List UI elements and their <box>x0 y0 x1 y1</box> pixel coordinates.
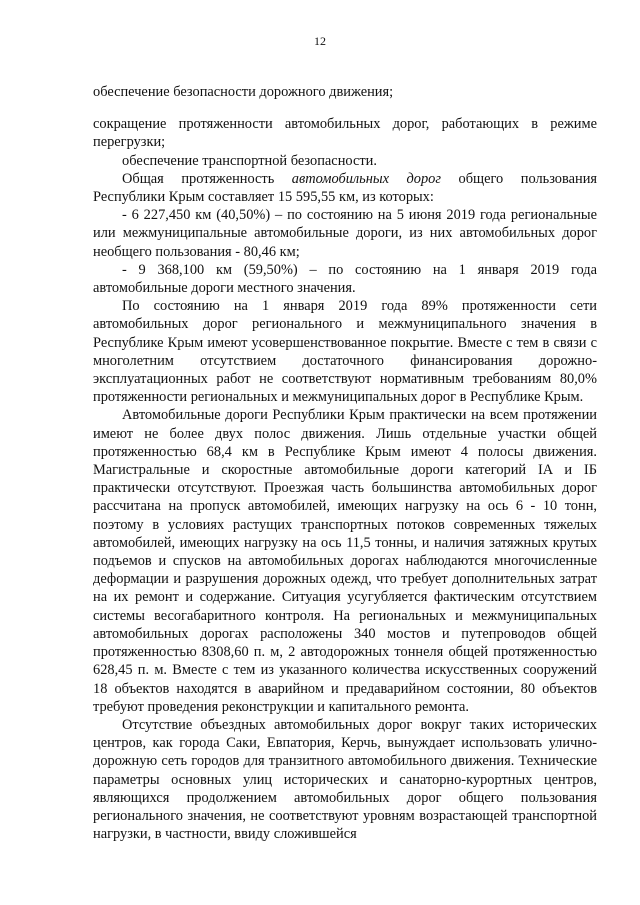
page-number: 12 <box>314 34 326 48</box>
list-item-reduce-overloaded-roads: сокращение протяженности автомобильных дорог, работающих в режиме перегрузки; <box>93 116 597 151</box>
list-item-local-roads: - 9 368,100 км (59,50%) – по состоянию на 1 января 2019 года автомобильные дороги местного значения. <box>93 261 597 297</box>
list-item-road-safety: обеспечение безопасности дорожного движения; <box>93 84 394 100</box>
total-length-text-end: общего пользования Республики Крым составляет 15 595,55 км, из которых: <box>93 170 598 206</box>
emphasis-roads: автомобильных дорог <box>291 170 441 187</box>
total-length-text-start: Общая протяженность <box>122 170 292 187</box>
list-item-regional-roads: - 6 227,450 км (40,50%) – по состоянию на 5 июня 2019 года региональные или межмуниципальные автомобильные дороги, из них автомобильных дорог необщего пользования - 80,46 км; <box>93 207 597 260</box>
paragraph-road-coverage: По состоянию на 1 января 2019 года 89% протяженности сети автомобильных дорог регионального и межмуниципального значения в Республике Крым имеют усовершенствованное покрытие. Вместе с тем в связи с многолетним отсутствием достаточного финансирования дорожно-эксплуатационных работ не соответствуют нормативным требованиям 80,0% протяженности региональных и межмуниципальных дорог в Республике Крым. <box>93 298 597 406</box>
paragraph-total-length <box>93 170 597 206</box>
paragraph-bypass-roads: Отсутствие объездных автомобильных дорог вокруг таких исторических центров, как города Саки, Евпатория, Керчь, вынуждает использовать улично-дорожную сеть городов для транзитного автомобильного движения. Технические параметры основных улиц исторических и санаторно-курортных центров, являющихся продолжением автомобильных дорог общего пользования регионального значения, не соответствуют уровням возрастающей транспортной нагрузки, в частности, ввиду сложившейся <box>93 716 597 843</box>
list-item-transport-security: обеспечение транспортной безопасности. <box>122 152 377 169</box>
paragraph-road-lanes: Автомобильные дороги Республики Крым практически на всем протяжении имеют не более двух полос движения. Лишь отдельные участки общей протяженностью 68,4 км в Республике Крым имеют 4 полосы движения. Магистральные и скоростные автомобильные дороги категорий IA и IБ практически отсутствуют. Проезжая часть большинства автомобильных дорог рассчитана на пропуск автомобилей, имеющих нагрузку на ось 6 - 10 тонн, поэтому в условиях растущих транспортных потоков современных тяжелых автомобилей, имеющих нагрузку на ось 11,5 тонны, и наличия затяжных крутых подъемов и спусков на автомобильных дорогах наблюдаются многочисленные деформации и разрушения дорожных одежд, что требует дополнительных затрат на их ремонт и содержание. Ситуация усугубляется фактическим отсутствием системы весогабаритного контроля. На региональных и межмуниципальных автомобильных дорогах расположены 340 мостов и путепроводов общей протяженностью 8308,60 п. м, 2 автодорожных тоннеля общей протяженностью 628,45 п. м. Вместе с тем из указанного количества искусственных сооружений 18 объектов находятся в аварийном и предаварийном состоянии, 80 объектов требуют проведения реконструкции и капитального ремонта. <box>93 407 597 715</box>
document-body <box>93 83 597 843</box>
